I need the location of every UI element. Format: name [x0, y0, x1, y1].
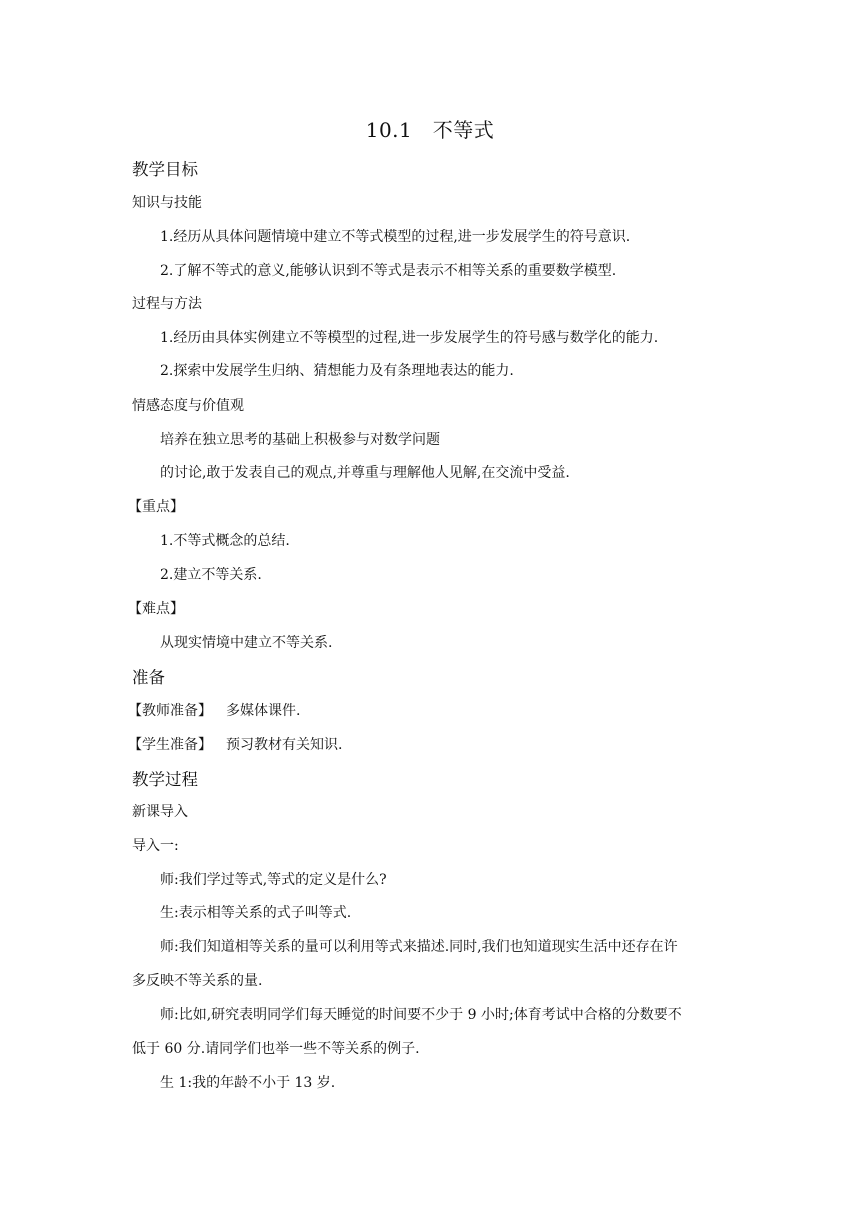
process-item-2: 2.探索中发展学生归纳、猜想能力及有条理地表达的能力. [160, 363, 514, 379]
teacher-prep-text: 多媒体课件. [226, 703, 301, 719]
key-points-heading: 【重点】 [128, 499, 184, 515]
student-prep-label: 【学生准备】 [128, 737, 212, 753]
page-title: 10.1 不等式 [365, 118, 495, 142]
procedure-heading: 教学过程 [132, 770, 198, 789]
student-prep [128, 734, 342, 754]
process-heading: 过程与方法 [132, 296, 202, 312]
knowledge-heading: 知识与技能 [132, 195, 202, 211]
difficulties-text: 从现实情境中建立不等关系. [160, 635, 333, 651]
objectives-heading: 教学目标 [132, 160, 198, 179]
emotion-line-2: 的讨论,敢于发表自己的观点,并尊重与理解他人见解,在交流中受益. [160, 465, 570, 481]
dialogue-4-line-1: 师:比如,研究表明同学们每天睡觉的时间要不少于 9 小时;体育考试中合格的分数要不 [160, 1007, 682, 1023]
dialogue-5: 生 1:我的年龄不小于 13 岁. [160, 1075, 336, 1091]
student-prep-text: 预习教材有关知识. [226, 737, 343, 753]
dialogue-2: 生:表示相等关系的式子叫等式. [160, 905, 352, 921]
knowledge-item-1: 1.经历从具体问题情境中建立不等式模型的过程,进一步发展学生的符号意识. [160, 229, 631, 245]
dialogue-4-line-2: 低于 60 分.请同学们也举一些不等关系的例子. [132, 1041, 420, 1057]
procedure-subheading: 新课导入 [132, 804, 188, 820]
emotion-heading: 情感态度与价值观 [132, 398, 244, 414]
dialogue-3-line-2: 多反映不等关系的量. [132, 973, 263, 989]
teacher-prep [128, 700, 300, 720]
prep-heading: 准备 [132, 668, 165, 687]
intro-label: 导入一: [132, 838, 179, 854]
emotion-line-1: 培养在独立思考的基础上积极参与对数学问题 [160, 432, 440, 448]
difficulties-heading: 【难点】 [128, 601, 184, 617]
knowledge-item-2: 2.了解不等式的意义,能够认识到不等式是表示不相等关系的重要数学模型. [160, 263, 617, 279]
teacher-prep-label: 【教师准备】 [128, 703, 212, 719]
dialogue-1: 师:我们学过等式,等式的定义是什么? [160, 872, 387, 888]
key-point-1: 1.不等式概念的总结. [160, 533, 290, 549]
key-point-2: 2.建立不等关系. [160, 567, 262, 583]
dialogue-3-line-1: 师:我们知道相等关系的量可以利用等式来描述.同时,我们也知道现实生活中还存在许 [160, 939, 678, 955]
process-item-1: 1.经历由具体实例建立不等模型的过程,进一步发展学生的符号感与数学化的能力. [160, 330, 659, 346]
